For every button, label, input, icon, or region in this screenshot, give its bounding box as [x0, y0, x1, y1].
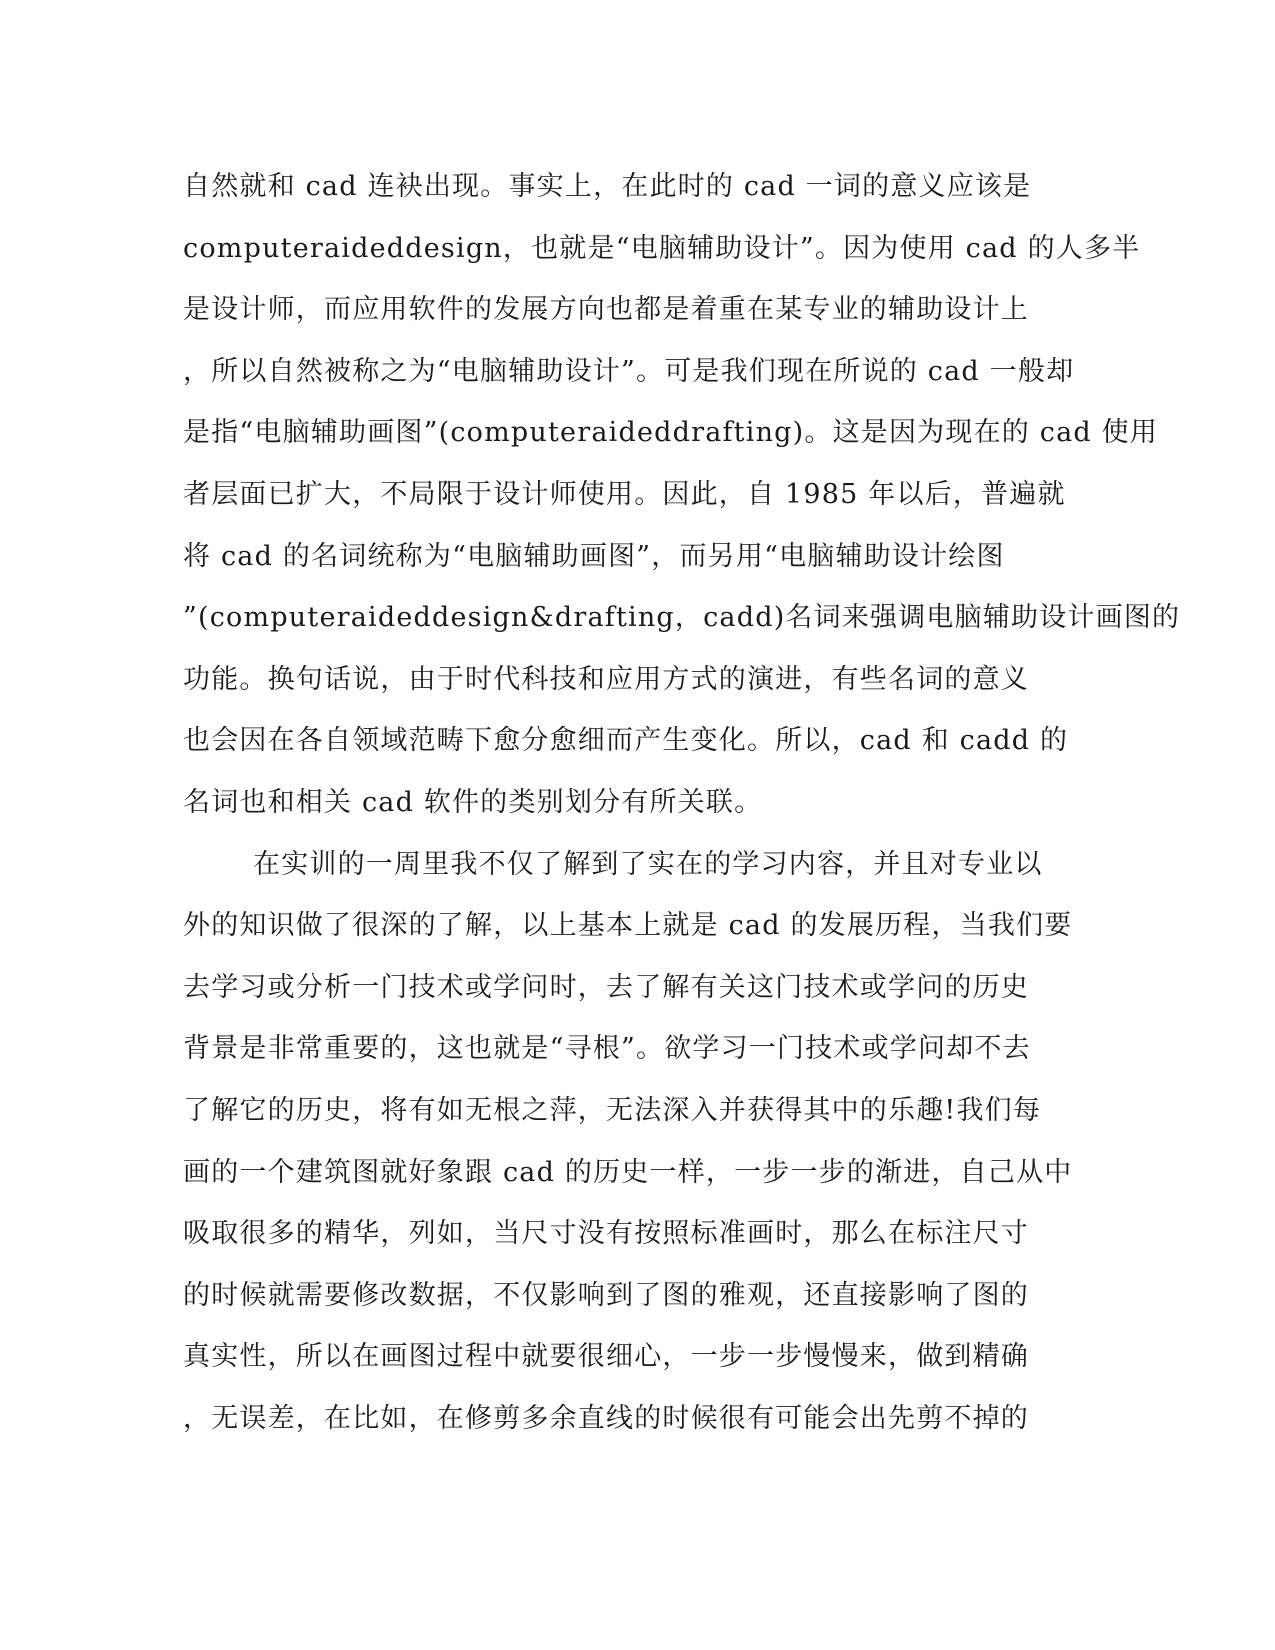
text-line: 是指“电脑辅助画图”(computeraideddrafting)。这是因为现在的 cad 使用	[183, 417, 1159, 449]
text-line: 也会因在各自领域范畴下愈分愈细而产生变化。所以，cad 和 cadd 的	[183, 725, 1069, 757]
text-line: computeraideddesign，也就是“电脑辅助设计”。因为使用 cad 的人多半	[183, 232, 1141, 264]
text-line: 外的知识做了很深的了解，以上基本上就是 cad 的发展历程，当我们要	[183, 910, 1073, 942]
paragraph-1	[183, 156, 1181, 834]
text-line: 名词也和相关 cad 软件的类别划分有所关联。	[183, 786, 763, 818]
body-text	[183, 156, 1181, 1449]
text-line: 的时候就需要修改数据，不仅影响到了图的雅观，还直接影响了图的	[183, 1279, 1029, 1311]
text-line: 功能。换句话说，由于时代科技和应用方式的演进，有些名词的意义	[183, 663, 1029, 695]
text-line: 将 cad 的名词统称为“电脑辅助画图”，而另用“电脑辅助设计绘图	[183, 540, 1005, 572]
text-line: 吸取很多的精华，列如，当尺寸没有按照标准画时，那么在标注尺寸	[183, 1218, 1029, 1250]
text-line: ，所以自然被称之为“电脑辅助设计”。可是我们现在所说的 cad 一般却	[183, 355, 1075, 387]
text-line: ”(computeraideddesign&drafting，cadd)名词来强调电脑辅助设计画图的	[183, 602, 1181, 634]
paragraph-2	[183, 834, 1083, 1450]
text-line: 自然就和 cad 连袂出现。事实上，在此时的 cad 一词的意义应该是	[183, 171, 1032, 202]
text-line: 者层面已扩大，不局限于设计师使用。因此，自 1985 年以后，普遍就	[183, 478, 1066, 510]
text-line: 真实性，所以在画图过程中就要很细心，一步一步慢慢来，做到精确	[183, 1341, 1029, 1373]
text-line: 是设计师，而应用软件的发展方向也都是着重在某专业的辅助设计上	[183, 294, 1029, 326]
text-line: 在实训的一周里我不仅了解到了实在的学习内容，并且对专业以	[253, 848, 1043, 880]
text-line: 画的一个建筑图就好象跟 cad 的历史一样，一步一步的渐进，自己从中	[183, 1156, 1073, 1188]
text-line: ，无误差，在比如，在修剪多余直线的时候很有可能会出先剪不掉的	[183, 1402, 1029, 1434]
text-line: 背景是非常重要的，这也就是“寻根”。欲学习一门技术或学问却不去	[183, 1033, 1031, 1065]
text-line: 了解它的历史，将有如无根之萍，无法深入并获得其中的乐趣!我们每	[183, 1094, 1042, 1126]
text-line: 去学习或分析一门技术或学问时，去了解有关这门技术或学问的历史	[183, 971, 1029, 1003]
